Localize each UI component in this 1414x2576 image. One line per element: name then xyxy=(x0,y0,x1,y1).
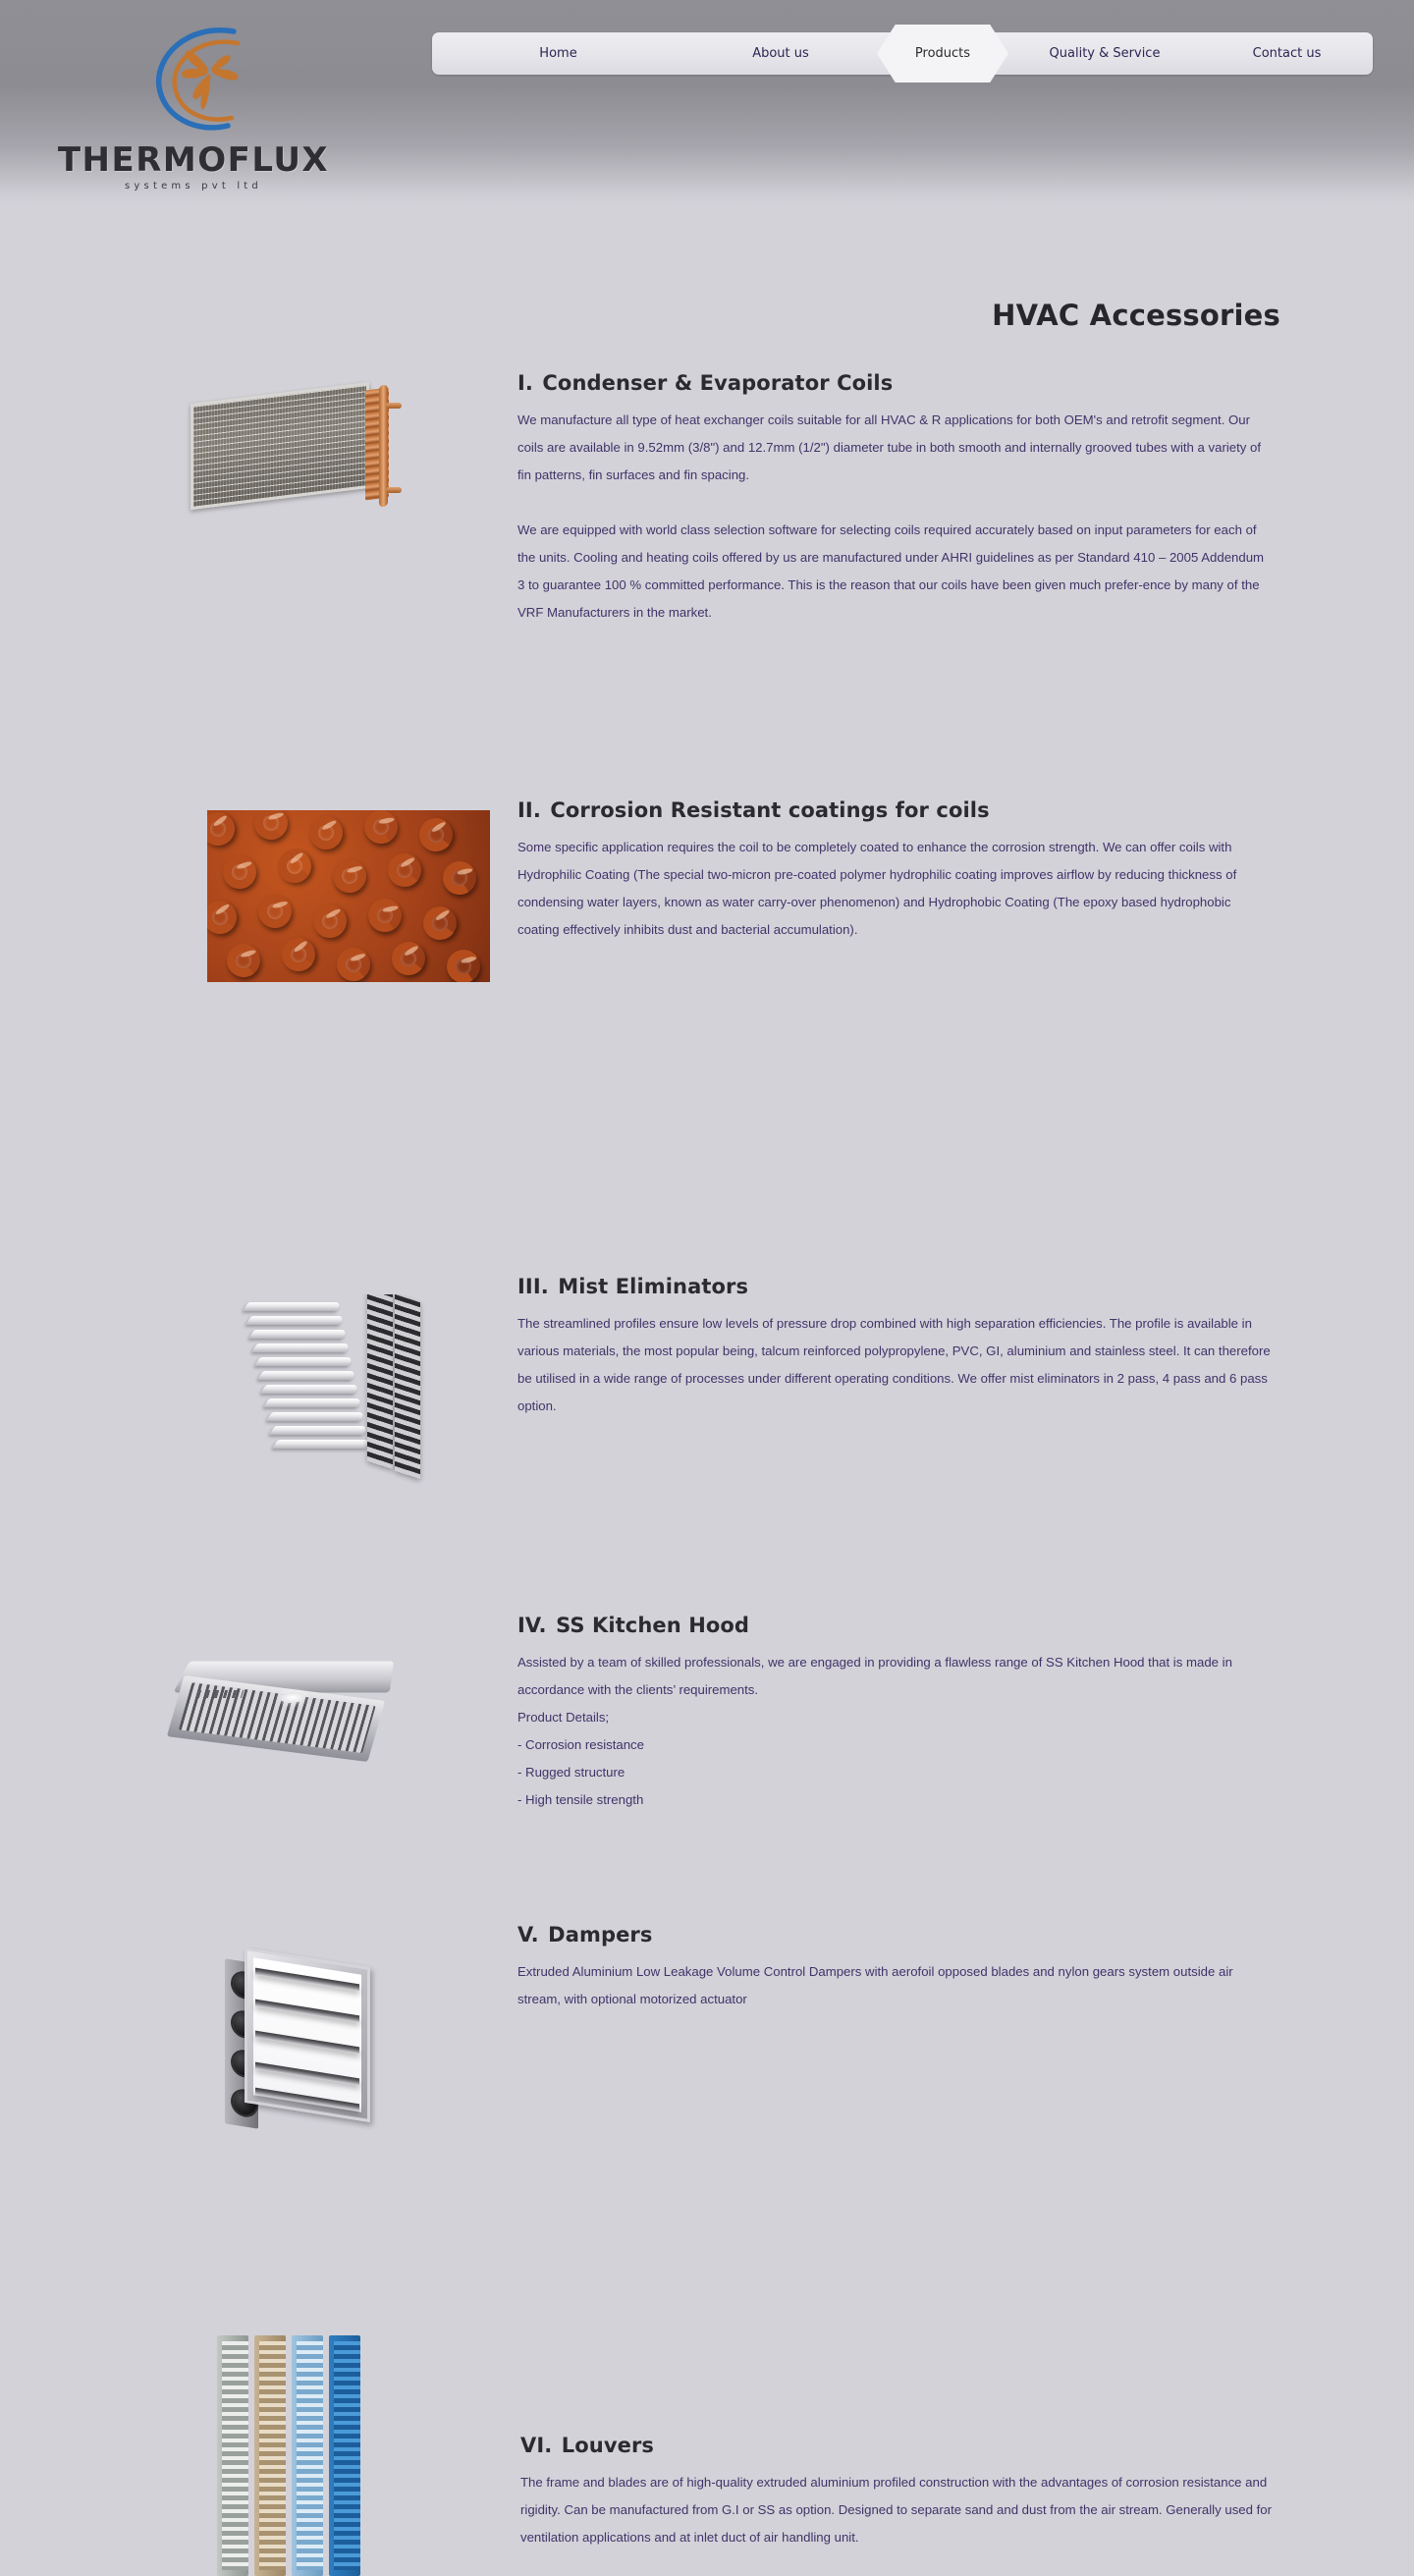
louver-slats xyxy=(222,2341,248,2570)
section-numeral: I. xyxy=(517,371,533,395)
louver-panel-dark-blue xyxy=(329,2335,360,2576)
section-heading xyxy=(517,371,1272,395)
section-numeral: V. xyxy=(517,1923,539,1946)
section-paragraph: Some specific application requires the coil to be completely coated to enhance the corrosion strength. We can offer coils with Hydrophilic Coating (The special two-micron pre-coated polymer hydrophilic coating improves airflow by reducing thickness of condensing water layers, known as water carry-over phenomenon) and Hydrophobic Coating (The epoxy based hydrophobic coating effectively inhibits dust and bacterial accumulation). xyxy=(517,840,1237,937)
nav-item-quality-and-service[interactable] xyxy=(1008,32,1201,75)
mist-blade xyxy=(257,1371,357,1380)
nav-item-products[interactable] xyxy=(877,32,1008,75)
section-title: SS Kitchen Hood xyxy=(556,1614,750,1637)
mist-eliminator-photo xyxy=(236,1294,432,1510)
page-title: HVAC Accessories xyxy=(992,299,1280,332)
ubend-shape xyxy=(279,935,319,975)
coil-fin-pack xyxy=(190,382,369,510)
section-numeral: VI. xyxy=(520,2434,553,2457)
logo-tagline: systems pvt ltd xyxy=(125,181,262,192)
section-text-block xyxy=(517,798,1272,944)
ubend-shape xyxy=(360,810,401,848)
section-paragraph: We manufacture all type of heat exchanger coils suitable for all HVAC & R applications for both OEM's and retrofit segment. Our coils are available in 9.52mm (3/8") and 12.7mm (1/2") diameter tube in both smooth and internally grooved tubes with a variety of fin patterns, fin surfaces and fin spacing. xyxy=(517,412,1262,482)
site-logo[interactable] xyxy=(54,18,349,194)
louver-slats xyxy=(334,2341,360,2570)
ubend-shape xyxy=(308,815,345,851)
section-text-block xyxy=(520,2434,1275,2551)
mist-eliminator-illustration xyxy=(236,1294,432,1510)
heat-exchanger-coil-photo xyxy=(185,379,412,524)
ubend-shape xyxy=(207,810,238,849)
ubend-shape xyxy=(440,858,479,898)
section-heading xyxy=(517,1923,1272,1946)
ubend-shape xyxy=(417,816,455,853)
ubend-shape xyxy=(252,810,290,842)
mist-blade xyxy=(272,1440,372,1449)
louver-panel-silver xyxy=(217,2335,248,2576)
louver-panel-light-blue xyxy=(292,2335,323,2576)
orange-coated-coil-ubends-photo xyxy=(207,810,490,982)
section-title: Mist Eliminators xyxy=(558,1275,749,1298)
ubend-shape xyxy=(444,947,483,982)
mist-blade xyxy=(245,1316,346,1325)
damper-open-aperture xyxy=(253,1957,361,2111)
damper-blade xyxy=(255,1968,359,1992)
louver-slats xyxy=(297,2341,323,2570)
louver-slats xyxy=(259,2341,286,2570)
section-text-block xyxy=(517,1275,1272,1420)
nav-item-about-us-label: About us xyxy=(752,46,809,61)
ubend-shape xyxy=(312,904,348,939)
mist-blade xyxy=(266,1412,366,1421)
ubend-shape xyxy=(365,896,406,936)
section-title: Corrosion Resistant coatings for coils xyxy=(550,798,990,822)
section-paragraph: The streamlined profiles ensure low levels of pressure drop combined with high separation efficiencies. The profile is available in various materials, the most popular being, talcum reinforced polypropylene, PVC, GI, aluminium and stainless steel. It can therefore be utilised in a wide range of processes under different operating conditions. We offer mist eliminators in 2 pass, 4 pass and 6 pass option. xyxy=(517,1316,1271,1413)
nav-item-quality-and-service-label: Quality & Service xyxy=(1049,46,1161,61)
section-paragraph: Extruded Aluminium Low Leakage Volume Control Dampers with aerofoil opposed blades and nylon gears system outside air stream, with optional motorized actuator xyxy=(517,1964,1233,2006)
section-heading xyxy=(517,798,1272,822)
ubend-shape xyxy=(390,940,427,977)
mist-blade xyxy=(248,1330,349,1339)
section-bullet: - Rugged structure xyxy=(517,1765,625,1780)
nav-item-home-label: Home xyxy=(539,46,577,61)
nav-item-contact-us-label: Contact us xyxy=(1252,46,1322,61)
mist-blade xyxy=(263,1398,363,1407)
mist-blade xyxy=(254,1357,354,1366)
mist-frame-rail-front xyxy=(395,1294,420,1479)
damper-blade xyxy=(255,2088,359,2111)
section-numeral: III. xyxy=(517,1275,549,1298)
coil-fin-texture xyxy=(193,385,366,507)
damper-blade xyxy=(255,2000,359,2023)
section-bullet: - High tensile strength xyxy=(517,1792,644,1807)
section-text-block xyxy=(517,1614,1272,1814)
section-paragraph: We are equipped with world class selection software for selecting coils required accurately based on input parameters for each of the units. Cooling and heating coils offered by us are manufactured under AHRI guidelines as per Standard 410 – 2005 Addendum 3 to guarantee 100 % committed performance. This is the reason that our coils have been given much prefer-ence by many of the VRF Manufacturers in the market. xyxy=(517,522,1265,620)
section-paragraph: The frame and blades are of high-quality extruded aluminium profiled construction with the advantages of corrosion resistance and rigidity. Can be manufactured from G.I or SS as option. Designed to separate sand and dust from the air stream. Generally used for ventilation applications and at inlet duct of air handling unit. xyxy=(520,2475,1273,2545)
section-paragraph: Assisted by a team of skilled professionals, we are engaged in providing a flawless range of SS Kitchen Hood that is made in accordance with the clients’ requirements. xyxy=(517,1655,1232,1697)
coated-ubend-illustration xyxy=(207,810,490,982)
kitchen-hood-illustration xyxy=(162,1641,417,1779)
nav-item-contact-us[interactable] xyxy=(1201,32,1373,75)
section-heading xyxy=(517,1614,1272,1637)
section-heading xyxy=(520,2434,1275,2457)
section-text-block xyxy=(517,371,1272,627)
louvers-illustration xyxy=(211,2335,408,2576)
coil-illustration xyxy=(185,379,412,524)
nav-item-home[interactable] xyxy=(432,32,684,75)
section-numeral: II. xyxy=(517,798,541,822)
coil-copper-stub-top xyxy=(386,403,402,409)
damper-blade xyxy=(255,2031,359,2055)
ubend-shape xyxy=(225,942,262,979)
section-numeral: IV. xyxy=(517,1614,547,1637)
mist-frame-rail-back xyxy=(367,1294,393,1469)
ss-kitchen-hood-photo xyxy=(162,1641,417,1779)
ubend-shape xyxy=(274,846,314,886)
nav-item-products-label: Products xyxy=(914,46,971,61)
thermoflux-fan-arc-logo-icon xyxy=(147,18,265,136)
mist-blade xyxy=(260,1385,360,1394)
section-title: Condenser & Evaporator Coils xyxy=(542,371,894,395)
ubend-shape xyxy=(221,853,257,890)
nav-item-about-us[interactable] xyxy=(684,32,877,75)
main-navigation[interactable] xyxy=(432,32,1373,75)
ubend-shape xyxy=(330,856,368,895)
logo-wordmark: THERMOFLUX xyxy=(57,140,330,180)
aluminium-louvers-photo xyxy=(211,2335,408,2576)
mist-blade xyxy=(251,1343,352,1352)
louver-panel-beige xyxy=(254,2335,286,2576)
page-content xyxy=(0,204,1414,2545)
section-bullet: Product Details; xyxy=(517,1710,610,1725)
ubend-shape xyxy=(421,904,460,943)
hood-control-knobs xyxy=(196,1690,244,1698)
site-header xyxy=(0,0,1414,204)
section-title: Dampers xyxy=(548,1923,653,1946)
section-text-block xyxy=(517,1923,1272,2013)
mist-blade xyxy=(269,1426,369,1435)
nav-item-list xyxy=(432,32,1373,75)
coil-copper-stub-bottom xyxy=(386,487,402,493)
ubend-shape xyxy=(256,893,295,931)
damper-blade xyxy=(255,2062,359,2086)
section-bullet: - Corrosion resistance xyxy=(517,1737,644,1752)
mist-blade xyxy=(243,1302,343,1311)
volume-control-damper-photo xyxy=(221,1947,412,2164)
ubend-shape xyxy=(207,898,240,936)
ubend-shape xyxy=(336,947,372,982)
section-heading xyxy=(517,1275,1272,1298)
section-title: Louvers xyxy=(561,2434,655,2457)
ubend-shape xyxy=(386,851,422,888)
damper-frame xyxy=(245,1947,370,2122)
damper-illustration xyxy=(221,1947,412,2164)
